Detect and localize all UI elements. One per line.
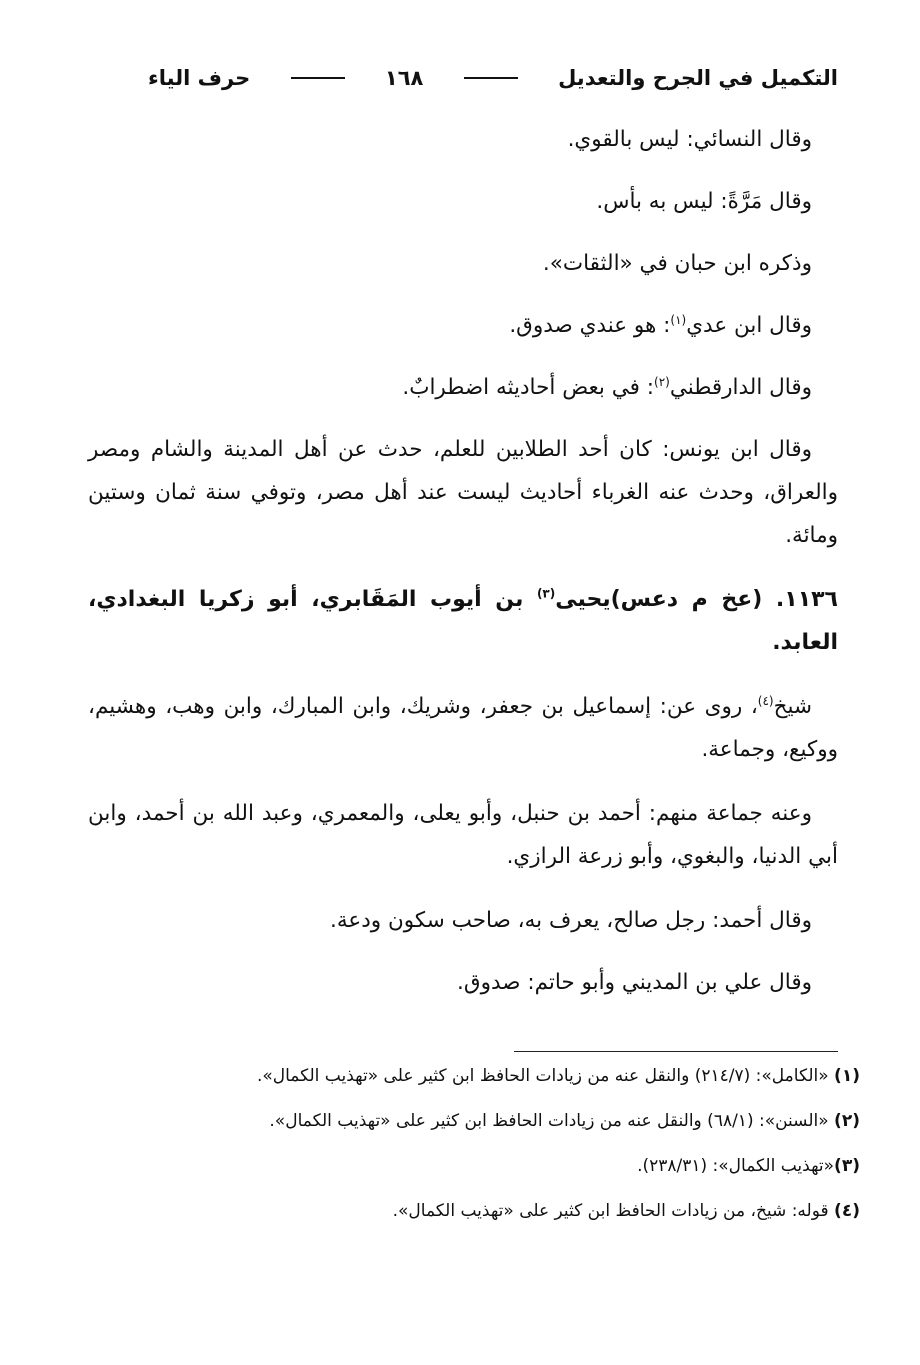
section-title: حرف الياء — [148, 66, 251, 90]
paragraph-text: وقال الدارقطني — [669, 375, 812, 400]
paragraph — [88, 685, 838, 771]
footnote-number: (٤) — [834, 1201, 860, 1221]
entry-codes: (عخ م دعس) — [610, 587, 763, 612]
footnote-number: (٢) — [834, 1111, 860, 1131]
footnote-text: «تهذيب الكمال»: (٢٣٨/٣١). — [637, 1156, 835, 1176]
paragraph-text: : في بعض أحاديثه اضطرابٌ. — [402, 375, 655, 400]
entry-name: يحيى — [555, 587, 611, 612]
paragraph: وقال ابن يونس: كان أحد الطلابين للعلم، حدث عن أهل المدينة والشام ومصر والعراق، وحدث عنه الغرباء أحاديث ليست عند أهل مصر، وتوفي سنة ثمان وستين ومائة. — [88, 437, 838, 548]
footnote — [88, 1064, 860, 1088]
paragraph: وقال النسائي: ليس بالقوي. — [567, 127, 812, 152]
footnote-ref: (٣) — [536, 586, 556, 601]
footnote-number: (٣) — [834, 1156, 860, 1176]
running-header — [148, 58, 838, 98]
paragraph — [88, 304, 838, 347]
entry-heading — [88, 578, 838, 664]
footnote-text: «الكامل»: (٢١٤/٧) والنقل عنه من زيادات الحافظ ابن كثير على «تهذيب الكمال». — [256, 1066, 835, 1086]
footnote-ref: (١) — [670, 312, 687, 327]
paragraph: وقال أحمد: رجل صالح، يعرف به، صاحب سكون ودعة. — [330, 908, 812, 933]
entry-number: ١١٣٦. — [775, 587, 838, 612]
paragraph-text: شيخ — [773, 694, 812, 719]
footnote-number: (١) — [834, 1066, 860, 1086]
paragraph — [88, 366, 838, 409]
paragraph-text: ، روى عن: إسماعيل بن جعفر، وشريك، وابن المبارك، وابن وهب، وهشيم، ووكيع، وجماعة. — [88, 694, 838, 762]
paragraph: وعنه جماعة منهم: أحمد بن حنبل، وأبو يعلى، والمعمري، وعبد الله بن أحمد، وابن أبي الدنيا، والبغوي، وأبو زرعة الرازي. — [88, 801, 838, 869]
footnotes — [88, 1064, 860, 1244]
footnote-text: قوله: شيخ، من زيادات الحافظ ابن كثير على «تهذيب الكمال». — [392, 1201, 835, 1221]
paragraph-text: : هو عندي صدوق. — [509, 313, 671, 338]
entry-name-rest: بن أيوب المَقَابري، أبو زكريا البغدادي، العابد. — [88, 587, 838, 655]
footnote-ref: (٤) — [757, 693, 774, 708]
paragraph-text: وقال ابن عدي — [686, 313, 812, 338]
footnote-ref: (٢) — [654, 374, 670, 389]
paragraph: وقال علي بن المديني وأبو حاتم: صدوق. — [457, 970, 812, 995]
footnote-text: «السنن»: (٦٨/١) والنقل عنه من زيادات الحافظ ابن كثير على «تهذيب الكمال». — [269, 1111, 835, 1131]
footnote-divider — [514, 1051, 838, 1052]
paragraph: وقال مَرَّةً: ليس به بأس. — [596, 189, 812, 214]
footnote — [88, 1199, 860, 1223]
book-title: التكميل في الجرح والتعديل — [558, 66, 838, 90]
footnote — [88, 1109, 860, 1133]
main-text — [88, 118, 838, 1023]
header-dash — [291, 77, 345, 79]
paragraph: وذكره ابن حبان في «الثقات». — [542, 251, 812, 276]
page-number: ١٦٨ — [384, 66, 424, 90]
header-dash — [464, 77, 518, 79]
footnote — [88, 1154, 860, 1178]
